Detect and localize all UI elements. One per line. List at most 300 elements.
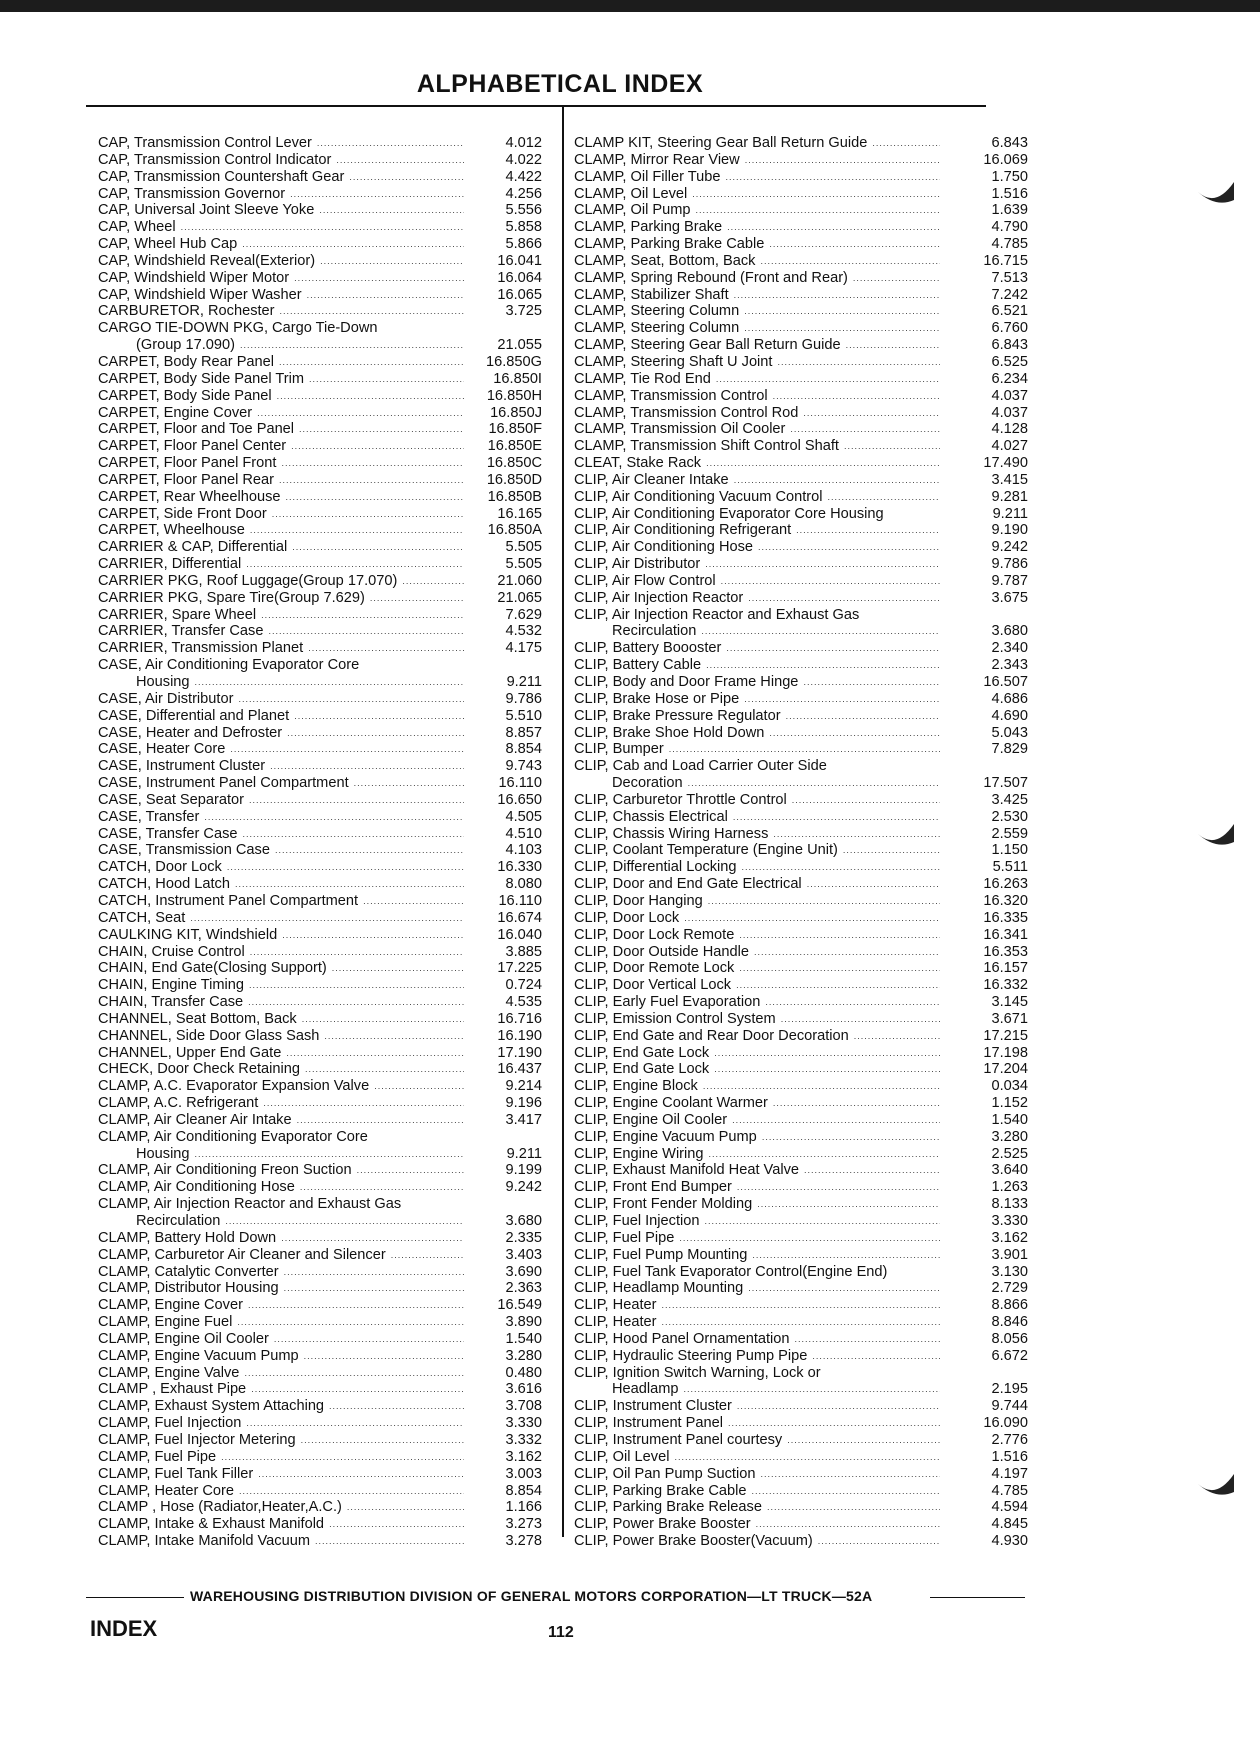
dot-leader xyxy=(317,135,464,152)
index-entry xyxy=(98,944,546,961)
dot-leader xyxy=(301,1432,464,1449)
dot-leader xyxy=(195,1146,464,1163)
dot-leader xyxy=(332,960,464,977)
index-entry-name-cell xyxy=(574,623,940,640)
index-entry-label: CLAMP , Hose (Radiator,Heater,A.C.) xyxy=(98,1499,342,1516)
index-entry xyxy=(98,236,546,253)
dot-leader xyxy=(294,270,464,287)
index-entry-reference-number: 3.680 xyxy=(991,623,1028,640)
index-entry-reference-number: 17.507 xyxy=(983,775,1028,792)
index-entry-label: CASE, Differential and Planet xyxy=(98,707,290,724)
index-entry xyxy=(98,623,546,640)
dot-leader xyxy=(739,960,940,977)
index-entry-reference-number: 16.850J xyxy=(490,404,542,421)
index-entry xyxy=(574,1499,1032,1516)
index-entry-name-cell xyxy=(98,1398,464,1415)
index-entry xyxy=(574,236,1032,253)
index-entry-reference-number: 9.211 xyxy=(992,505,1028,522)
index-entry-name-cell xyxy=(98,1449,464,1466)
index-entry-label: CLAMP, Carburetor Air Cleaner and Silencer xyxy=(98,1246,386,1263)
index-entry-label: CLAMP, Transmission Shift Control Shaft xyxy=(574,438,839,455)
index-entry xyxy=(574,421,1032,438)
dot-leader xyxy=(734,287,940,304)
index-entry-reference-number: 16.437 xyxy=(497,1061,542,1078)
index-entry-name-cell xyxy=(574,1365,940,1382)
index-entry-reference-number: 4.022 xyxy=(505,151,542,168)
index-entry-label: CARPET, Floor and Toe Panel xyxy=(98,421,295,438)
dot-leader xyxy=(319,202,464,219)
index-entry-reference-number: 5.043 xyxy=(991,724,1028,741)
index-entry-name-cell xyxy=(574,455,940,472)
index-entry xyxy=(574,1196,1032,1213)
index-entry-reference-number: 17.215 xyxy=(983,1027,1028,1044)
index-entry-label: CLIP, Hydraulic Steering Pump Pipe xyxy=(574,1347,808,1364)
index-entry-name-cell xyxy=(98,1213,464,1230)
index-entry xyxy=(98,910,546,927)
index-entry-name-cell xyxy=(574,977,940,994)
index-entry xyxy=(98,758,546,775)
index-entry-label: CLAMP, Engine Fuel xyxy=(98,1314,233,1331)
index-entry-label: CAP, Transmission Countershaft Gear xyxy=(98,168,345,185)
dot-leader xyxy=(760,1466,940,1483)
dot-leader xyxy=(294,708,464,725)
index-entry xyxy=(574,859,1032,876)
index-entry-reference-number: 3.680 xyxy=(505,1213,542,1229)
index-entry-label: CATCH, Instrument Panel Compartment xyxy=(98,892,359,909)
index-entry-label: CLAMP, Oil Level xyxy=(574,185,688,202)
index-entry-name-cell xyxy=(98,691,464,708)
index-entry-label: CLIP, Power Brake Booster(Vacuum) xyxy=(574,1533,813,1550)
page-title: ALPHABETICAL INDEX xyxy=(416,70,704,98)
index-entry xyxy=(98,725,546,742)
index-entry-reference-number: 4.422 xyxy=(505,168,542,185)
index-entry xyxy=(98,1129,546,1146)
index-entry-name-cell xyxy=(574,1280,940,1297)
index-entry-label: CLIP, End Gate Lock xyxy=(574,1044,710,1061)
dot-leader xyxy=(737,1398,940,1415)
index-entry-label: CAULKING KIT, Windshield xyxy=(98,926,278,943)
index-entry-reference-number: 5.866 xyxy=(505,236,542,253)
index-entry xyxy=(574,1078,1032,1095)
index-entry-reference-number: 3.330 xyxy=(505,1415,542,1432)
index-entry-name-cell xyxy=(574,489,940,506)
index-entry-label: CLIP, Door Vertical Lock xyxy=(574,977,732,994)
dot-leader xyxy=(853,270,940,287)
index-entry-name-cell xyxy=(574,1398,940,1415)
index-entry-label: CLIP, Engine Block xyxy=(574,1078,698,1095)
index-entry-name-cell xyxy=(98,1146,464,1163)
index-entry-name-cell xyxy=(98,623,464,640)
index-entry-label: CHAIN, Engine Timing xyxy=(98,977,244,994)
index-entry-name-cell xyxy=(574,1314,940,1331)
index-entry-reference-number: 16.549 xyxy=(497,1297,542,1314)
index-entry xyxy=(574,556,1032,573)
index-entry-reference-number: 16.507 xyxy=(983,674,1028,690)
index-entry-reference-number: 16.090 xyxy=(983,1415,1028,1432)
dot-leader xyxy=(703,1078,940,1095)
index-entry-label: CLAMP, Exhaust System Attaching xyxy=(98,1398,325,1415)
index-entry-reference-number: 16.110 xyxy=(498,775,542,792)
index-entry-label: CAP, Transmission Control Indicator xyxy=(98,151,332,168)
index-entry xyxy=(98,741,546,758)
index-entry xyxy=(98,657,546,674)
index-entry-label: CHAIN, Cruise Control xyxy=(98,943,245,960)
index-entry-label: CLIP, Cab and Load Carrier Outer Side xyxy=(574,758,827,775)
index-entry-name-cell xyxy=(98,135,464,152)
index-entry-name-cell xyxy=(574,1112,940,1129)
index-entry xyxy=(574,186,1032,203)
index-entry xyxy=(574,1112,1032,1129)
index-entry-name-cell xyxy=(98,1483,464,1500)
dot-leader xyxy=(744,320,940,337)
dot-leader xyxy=(804,1162,940,1179)
index-entry-name-cell xyxy=(574,236,940,253)
index-entry-label: CLIP, Body and Door Frame Hinge xyxy=(574,674,799,690)
dot-leader xyxy=(240,337,464,354)
index-entry xyxy=(574,1061,1032,1078)
index-entry-label: CLAMP, Engine Valve xyxy=(98,1364,240,1381)
index-entry xyxy=(574,1415,1032,1432)
index-entry-reference-number: 3.725 xyxy=(505,303,542,320)
index-entry-label: CLAMP, Seat, Bottom, Back xyxy=(574,252,756,269)
index-entry-label: CLAMP, Transmission Control xyxy=(574,387,768,404)
index-entry xyxy=(98,826,546,843)
dot-leader xyxy=(828,489,941,506)
dot-leader xyxy=(373,1129,464,1146)
index-entry-reference-number: 4.175 xyxy=(505,640,542,657)
dot-leader xyxy=(297,1112,464,1129)
index-entry-name-cell xyxy=(98,1415,464,1432)
dot-leader xyxy=(769,725,940,742)
index-entry-name-cell xyxy=(98,927,464,944)
index-entry xyxy=(98,152,546,169)
dot-leader xyxy=(889,506,940,523)
index-entry xyxy=(574,1365,1032,1382)
index-entry-reference-number: 16.850D xyxy=(486,471,542,488)
index-entry xyxy=(574,893,1032,910)
index-entry-reference-number: 1.540 xyxy=(505,1330,542,1347)
index-entry xyxy=(574,1045,1032,1062)
index-entry-reference-number: 9.786 xyxy=(505,690,542,707)
index-entry-name-cell xyxy=(574,1213,940,1230)
index-entry-reference-number: 4.037 xyxy=(991,404,1028,421)
index-entry xyxy=(98,842,546,859)
dot-leader xyxy=(272,506,464,523)
index-entry-label: Recirculation xyxy=(136,1213,221,1229)
index-entry-name-cell xyxy=(98,438,464,455)
index-entry-label: CLIP, Hood Panel Ornamentation xyxy=(574,1330,790,1347)
index-entry-label: CLAMP KIT, Steering Gear Ball Return Guide xyxy=(574,135,868,151)
index-entry xyxy=(574,455,1032,472)
index-entry-name-cell xyxy=(98,1230,464,1247)
dot-leader xyxy=(760,253,940,270)
index-entry-name-cell xyxy=(98,506,464,523)
index-entry-name-cell xyxy=(574,1516,940,1533)
index-entry-reference-number: 3.280 xyxy=(991,1128,1028,1145)
dot-leader xyxy=(280,303,464,320)
index-entry-label: CAP, Wheel xyxy=(98,219,176,236)
dot-leader xyxy=(281,455,464,472)
index-entry-reference-number: 2.530 xyxy=(991,808,1028,825)
dot-leader xyxy=(286,489,465,506)
index-entry-label: CLIP, Engine Wiring xyxy=(574,1145,704,1162)
index-entry-label: CLIP, Air Conditioning Hose xyxy=(574,539,754,556)
page-number: 112 xyxy=(548,1624,574,1641)
index-entry-label: CASE, Transfer Case xyxy=(98,825,238,842)
dot-leader xyxy=(402,573,464,590)
dot-leader xyxy=(270,758,464,775)
index-entry xyxy=(574,135,1032,152)
index-entry xyxy=(98,1415,546,1432)
index-entry-name-cell xyxy=(574,1297,940,1314)
index-entry xyxy=(98,893,546,910)
dot-leader xyxy=(290,186,464,203)
dot-leader xyxy=(281,1230,464,1247)
index-entry-name-cell xyxy=(98,994,464,1011)
dot-leader xyxy=(748,1280,940,1297)
index-entry-reference-number: 3.273 xyxy=(505,1516,542,1533)
index-entry xyxy=(98,590,546,607)
dot-leader xyxy=(230,741,464,758)
index-entry-reference-number: 3.280 xyxy=(505,1347,542,1364)
index-entry-label: CLAMP, Fuel Tank Filler xyxy=(98,1465,254,1482)
index-entry-reference-number: 1.516 xyxy=(991,1448,1028,1465)
index-entry-name-cell xyxy=(574,1483,940,1500)
index-entry-reference-number: 16.850G xyxy=(486,353,542,370)
dot-leader xyxy=(315,1533,464,1550)
index-entry-name-cell xyxy=(574,826,940,843)
dot-leader xyxy=(843,842,940,859)
index-entry-label: CASE, Heater Core xyxy=(98,741,226,758)
dot-leader xyxy=(679,1230,940,1247)
index-entry-name-cell xyxy=(98,573,464,590)
index-entry xyxy=(98,169,546,186)
dot-leader xyxy=(275,842,464,859)
index-entry-label: CLIP, Air Distributor xyxy=(574,556,701,573)
index-entry-name-cell xyxy=(574,708,940,725)
index-entry xyxy=(574,354,1032,371)
dot-leader xyxy=(769,236,940,253)
dot-leader xyxy=(263,1095,464,1112)
index-entry-name-cell xyxy=(574,1045,940,1062)
index-entry-name-cell xyxy=(98,826,464,843)
index-entry-reference-number: 7.829 xyxy=(991,741,1028,758)
index-entry-name-cell xyxy=(574,994,940,1011)
dot-leader xyxy=(250,944,464,961)
index-entry-name-cell xyxy=(98,944,464,961)
index-entry-reference-number: 16.850F xyxy=(488,421,542,438)
index-entry-reference-number: 3.130 xyxy=(991,1263,1028,1280)
index-entry-name-cell xyxy=(98,590,464,607)
dot-leader xyxy=(674,1449,940,1466)
index-entry-label: CLIP, Brake Shoe Hold Down xyxy=(574,724,765,741)
index-entry-name-cell xyxy=(574,927,940,944)
dot-leader xyxy=(706,455,940,472)
index-entry-reference-number: 1.750 xyxy=(991,168,1028,185)
index-entry xyxy=(98,556,546,573)
index-entry-reference-number: 5.505 xyxy=(505,539,542,556)
index-entry-label: CLIP, Ignition Switch Warning, Lock or xyxy=(574,1364,821,1381)
index-entry-name-cell xyxy=(98,876,464,893)
column-divider xyxy=(562,105,564,1537)
index-entry xyxy=(98,859,546,876)
index-entry-reference-number: 3.403 xyxy=(505,1246,542,1263)
index-entry-label: CATCH, Door Lock xyxy=(98,859,222,876)
dot-leader xyxy=(803,674,940,691)
dot-leader xyxy=(818,1533,940,1550)
index-entry-reference-number: 3.901 xyxy=(991,1246,1028,1263)
index-entry-reference-number: 9.190 xyxy=(991,522,1028,539)
index-entry-reference-number: 8.846 xyxy=(991,1314,1028,1331)
index-entry-reference-number: 16.850E xyxy=(487,438,542,455)
index-entry-name-cell xyxy=(574,1331,940,1348)
index-entry-name-cell xyxy=(98,1129,464,1146)
index-entry-label: CLIP, Power Brake Booster xyxy=(574,1516,751,1533)
dot-leader xyxy=(706,657,940,674)
index-entry-reference-number xyxy=(464,320,546,337)
index-entry xyxy=(574,809,1032,826)
index-entry xyxy=(574,405,1032,422)
index-entry xyxy=(98,303,546,320)
index-entry-name-cell xyxy=(574,1028,940,1045)
index-entry-label: CLIP, Instrument Panel courtesy xyxy=(574,1431,783,1448)
index-entry-label: CARPET, Body Side Panel xyxy=(98,387,272,404)
index-entry-name-cell xyxy=(98,640,464,657)
index-entry-name-cell xyxy=(574,640,940,657)
index-entry-label: CASE, Instrument Cluster xyxy=(98,758,266,775)
index-entry-reference-number: 2.195 xyxy=(991,1381,1028,1398)
index-entry-name-cell xyxy=(98,725,464,742)
index-entry-name-cell xyxy=(574,506,940,523)
index-entry-name-cell xyxy=(574,287,940,304)
index-entry xyxy=(574,590,1032,607)
index-entry-name-cell xyxy=(574,1432,940,1449)
dot-leader xyxy=(807,876,940,893)
index-entry xyxy=(574,219,1032,236)
index-entry-reference-number: 3.415 xyxy=(991,471,1028,488)
dot-leader xyxy=(773,826,940,843)
index-entry-reference-number: 16.850A xyxy=(487,522,542,539)
index-entry-name-cell xyxy=(574,792,940,809)
index-entry-label: CLIP, Brake Pressure Regulator xyxy=(574,707,781,724)
index-entry xyxy=(98,1213,546,1230)
index-entry-reference-number: 7.513 xyxy=(991,269,1028,286)
index-entry-name-cell xyxy=(574,657,940,674)
index-entry xyxy=(98,1533,546,1550)
index-entry xyxy=(98,438,546,455)
index-entry-reference-number: 4.256 xyxy=(505,185,542,202)
index-entry-reference-number: 16.850B xyxy=(487,488,542,505)
index-entry-label: CLAMP, Catalytic Converter xyxy=(98,1263,279,1280)
index-entry-label: CLIP, Bumper xyxy=(574,741,664,758)
index-entry-reference-number: 16.040 xyxy=(497,926,542,943)
dot-leader xyxy=(803,405,940,422)
index-entry-reference-number: 9.211 xyxy=(506,1145,542,1162)
index-entry-name-cell xyxy=(574,438,940,455)
dot-leader xyxy=(282,927,464,944)
index-entry-name-cell xyxy=(574,1264,940,1281)
index-entry-label: CLIP, Heater xyxy=(574,1297,657,1314)
dot-leader xyxy=(732,1112,940,1129)
index-entry-name-cell xyxy=(98,1331,464,1348)
index-entry xyxy=(98,1045,546,1062)
index-entry xyxy=(98,522,546,539)
index-entry-label: CLIP, Oil Level xyxy=(574,1448,670,1465)
index-entry-reference-number: 16.263 xyxy=(983,876,1028,893)
dot-leader xyxy=(756,1516,940,1533)
index-entry-reference-number: 0.034 xyxy=(991,1078,1028,1095)
index-entry-reference-number: 3.885 xyxy=(505,943,542,960)
dot-leader xyxy=(844,438,940,455)
index-entry-label: CLAMP, Engine Vacuum Pump xyxy=(98,1347,299,1364)
dot-leader xyxy=(383,320,465,337)
index-entry-name-cell xyxy=(98,1365,464,1382)
index-entry-name-cell xyxy=(574,960,940,977)
index-entry-name-cell xyxy=(98,388,464,405)
index-entry-reference-number: 3.162 xyxy=(991,1229,1028,1246)
index-entry-name-cell xyxy=(574,1078,940,1095)
index-entry xyxy=(98,1381,546,1398)
index-entry-name-cell xyxy=(98,320,464,337)
index-entry-reference-number: 9.214 xyxy=(505,1078,542,1095)
index-entry-reference-number: 16.190 xyxy=(497,1027,542,1044)
index-entry-name-cell xyxy=(98,1028,464,1045)
index-entry-name-cell xyxy=(98,657,464,674)
index-entry xyxy=(574,472,1032,489)
index-entry-label: CHAIN, End Gate(Closing Support) xyxy=(98,960,327,977)
index-entry-reference-number: 3.332 xyxy=(505,1431,542,1448)
index-entry-label: CLIP, Air Injection Reactor xyxy=(574,589,744,606)
index-entry-label: CAP, Universal Joint Sleeve Yoke xyxy=(98,202,315,219)
dot-leader xyxy=(792,792,940,809)
index-entry-label: CARRIER PKG, Spare Tire(Group 7.629) xyxy=(98,589,365,606)
index-entry-label: CHAIN, Transfer Case xyxy=(98,994,244,1011)
index-entry-label: CLIP, Door Hanging xyxy=(574,892,703,909)
index-column-left xyxy=(98,135,546,1550)
index-entry-reference-number xyxy=(940,607,1032,624)
index-entry xyxy=(98,1516,546,1533)
index-entry-name-cell xyxy=(98,287,464,304)
dot-leader xyxy=(696,202,940,219)
index-entry xyxy=(574,758,1032,775)
index-entry-name-cell xyxy=(98,1381,464,1398)
dot-leader xyxy=(279,354,464,371)
index-entry-reference-number: 3.162 xyxy=(505,1448,542,1465)
index-entry-reference-number: 16.065 xyxy=(497,286,542,303)
dot-leader xyxy=(363,893,464,910)
index-entry-reference-number: 4.785 xyxy=(991,236,1028,253)
index-entry-reference-number xyxy=(464,1129,546,1146)
index-entry xyxy=(574,522,1032,539)
dot-leader xyxy=(684,910,940,927)
index-entry-label: CLAMP, Battery Hold Down xyxy=(98,1229,277,1246)
index-entry-name-cell xyxy=(98,1499,464,1516)
index-entry xyxy=(574,910,1032,927)
index-entry-reference-number: 2.776 xyxy=(991,1431,1028,1448)
dot-leader xyxy=(329,1398,464,1415)
index-entry-label: CHANNEL, Upper End Gate xyxy=(98,1044,282,1061)
index-entry xyxy=(574,1264,1032,1281)
index-entry-label: CLAMP, Air Conditioning Hose xyxy=(98,1179,295,1196)
index-entry-name-cell xyxy=(574,758,940,775)
dot-leader xyxy=(249,792,464,809)
index-entry xyxy=(98,489,546,506)
top-border-bar xyxy=(0,0,1260,12)
index-entry-reference-number: 17.198 xyxy=(983,1044,1028,1061)
index-entry-reference-number xyxy=(940,758,1032,775)
index-entry-reference-number: 1.166 xyxy=(505,1499,542,1516)
index-entry xyxy=(574,152,1032,169)
